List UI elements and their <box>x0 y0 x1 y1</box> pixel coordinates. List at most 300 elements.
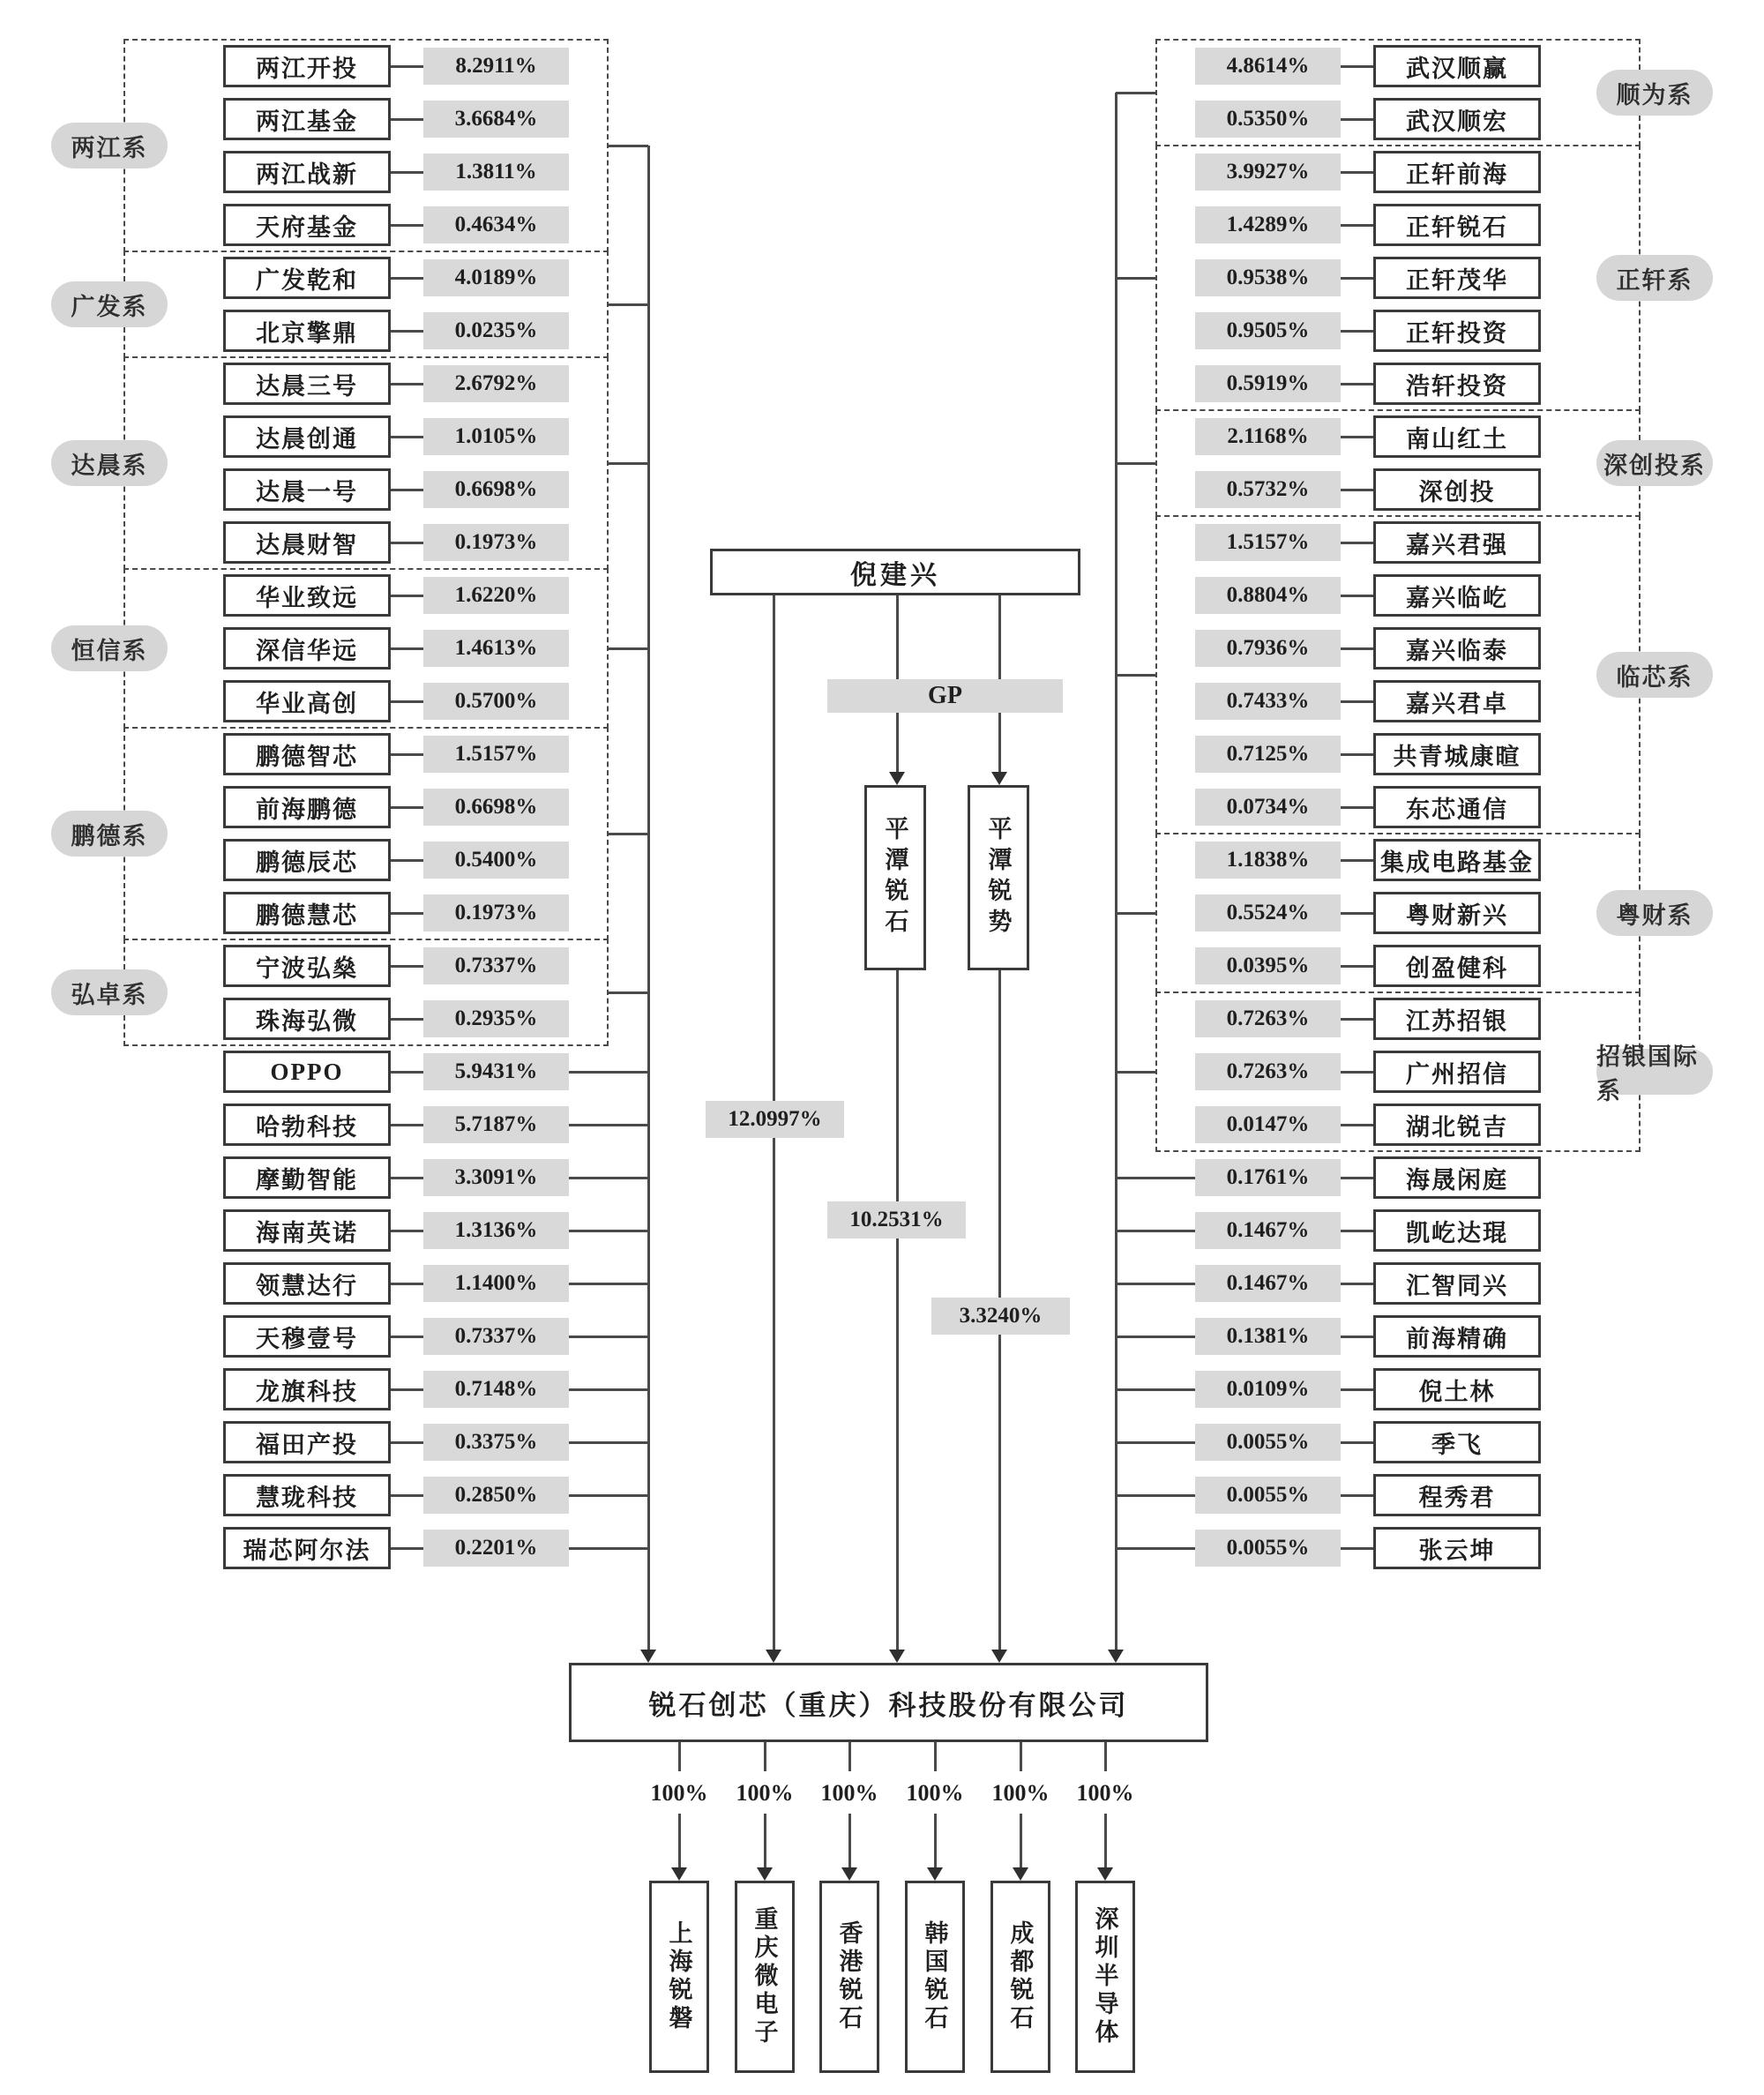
shareholding-pct <box>423 736 569 773</box>
shareholding-pct-text: 3.3091% <box>454 1165 538 1189</box>
shareholding-pct-text: 0.7263% <box>1226 1059 1310 1083</box>
shareholder-box <box>223 1051 391 1093</box>
shareholder-box <box>1373 680 1541 722</box>
shareholder-box-text: 北京擎鼎 <box>256 319 358 347</box>
subsidiary-pct <box>1063 1778 1147 1808</box>
shareholding-pct-text: 0.9505% <box>1226 318 1310 342</box>
pingtan-ruishi-box <box>864 785 926 970</box>
connector-line <box>1116 1388 1195 1391</box>
shareholding-pct <box>423 206 569 243</box>
shareholder-box-text: 嘉兴君强 <box>1406 531 1508 558</box>
connector-line <box>391 1124 423 1126</box>
connector-line <box>1116 1336 1195 1338</box>
connector-line <box>391 1388 423 1391</box>
shareholding-pct <box>423 365 569 402</box>
subsidiary-pct <box>637 1778 721 1808</box>
subsidiary-name: 重庆微电子 <box>751 1906 778 2047</box>
arrowhead-down-icon <box>927 1867 943 1881</box>
shareholding-pct <box>423 259 569 296</box>
pingtan-ruishi2-name: 平潭锐势 <box>984 816 1012 939</box>
shareholding-pct-text: 0.0109% <box>1226 1377 1310 1401</box>
shareholding-pct-text: 0.5400% <box>454 848 538 872</box>
shareholding-pct-text: 0.8804% <box>1226 583 1310 607</box>
connector-line <box>391 912 423 915</box>
connector-line <box>569 1283 648 1285</box>
bus-line <box>896 970 899 1660</box>
shareholder-box <box>1373 415 1541 458</box>
shareholder-box <box>223 363 391 405</box>
connector-line <box>1341 1124 1373 1126</box>
group-pill <box>51 281 168 327</box>
shareholding-pct-text: 1.1400% <box>454 1271 538 1295</box>
shareholding-pct <box>423 524 569 561</box>
shareholding-pct <box>1195 630 1341 667</box>
shareholding-pct <box>423 1212 569 1249</box>
ruishi2-pct <box>931 1298 1070 1335</box>
shareholding-pct-text: 0.5350% <box>1226 107 1310 131</box>
shareholding-pct-text: 0.6698% <box>454 795 538 819</box>
shareholder-box <box>1373 151 1541 193</box>
shareholder-box-text: 鹏德慧芯 <box>256 902 358 929</box>
shareholding-pct-text: 2.1168% <box>1227 424 1309 448</box>
shareholder-box-text: 华业致远 <box>256 584 358 611</box>
subsidiary-pct-text: 100% <box>1076 1780 1134 1806</box>
connector-line <box>391 1336 423 1338</box>
shareholder-box <box>1373 310 1541 352</box>
shareholding-pct <box>423 789 569 826</box>
shareholder-box <box>223 151 391 193</box>
shareholding-pct-text: 1.3136% <box>454 1218 538 1242</box>
shareholding-pct-text: 1.0105% <box>454 424 538 448</box>
shareholder-box-text: 张云坤 <box>1418 1537 1496 1564</box>
group-pill <box>1596 255 1713 301</box>
shareholding-pct <box>423 842 569 879</box>
group-pill-text: 临芯系 <box>1616 663 1693 691</box>
connector-line <box>609 991 648 994</box>
shareholder-box-text: 鹏德辰芯 <box>256 849 358 876</box>
shareholding-pct <box>1195 842 1341 879</box>
bus-line <box>764 1814 766 1872</box>
shareholding-pct <box>1195 1530 1341 1567</box>
connector-line <box>569 1177 648 1179</box>
connector-line <box>1341 277 1373 280</box>
shareholder-box <box>1373 733 1541 775</box>
shareholding-pct-text: 0.5919% <box>1226 371 1310 395</box>
shareholder-box-text: 前海精确 <box>1406 1325 1508 1352</box>
shareholder-box <box>1373 786 1541 828</box>
shareholding-pct-text: 0.2935% <box>454 1006 538 1030</box>
shareholding-pct <box>1195 48 1341 85</box>
bus-line <box>1104 1742 1107 1771</box>
connector-line <box>1341 383 1373 385</box>
connector-line <box>1341 1547 1373 1550</box>
shareholder-box <box>223 1209 391 1252</box>
shareholding-pct-text: 0.2201% <box>454 1536 538 1560</box>
bus-line <box>678 1814 681 1872</box>
shareholding-pct-text: 0.9538% <box>1226 266 1310 289</box>
shareholder-box <box>223 521 391 564</box>
shareholder-box <box>1373 892 1541 934</box>
shareholding-pct <box>423 1053 569 1090</box>
connector-line <box>1341 1177 1373 1179</box>
connector-line <box>1341 1230 1373 1232</box>
arrowhead-down-icon <box>889 772 905 785</box>
shareholder-box <box>223 1104 391 1146</box>
shareholding-pct <box>423 101 569 138</box>
shareholder-box-text: 嘉兴君卓 <box>1406 690 1508 717</box>
shareholder-box-text: 武汉顺赢 <box>1406 55 1508 82</box>
bus-line <box>934 1742 937 1771</box>
shareholder-box <box>1373 574 1541 617</box>
shareholding-pct <box>423 947 569 984</box>
shareholder-box <box>1373 1368 1541 1410</box>
connector-line <box>391 171 423 174</box>
connector-line <box>1341 1494 1373 1497</box>
shareholder-box-text: 哈勃科技 <box>256 1113 358 1141</box>
shareholder-box <box>1373 998 1541 1040</box>
connector-line <box>1341 1283 1373 1285</box>
shareholding-pct <box>1195 577 1341 614</box>
connector-line <box>569 1388 648 1391</box>
connector-line <box>1341 912 1373 915</box>
shareholder-box <box>1373 627 1541 670</box>
shareholder-box <box>1373 1262 1541 1305</box>
connector-line <box>1341 595 1373 597</box>
shareholding-pct-text: 3.6684% <box>454 107 538 131</box>
shareholder-box-text: 正轩锐石 <box>1406 213 1508 241</box>
connector-line <box>391 859 423 862</box>
shareholding-pct <box>423 1106 569 1143</box>
shareholder-box-text: 慧珑科技 <box>256 1484 358 1511</box>
connector-line <box>1116 92 1155 94</box>
shareholder-box-text: 天府基金 <box>256 213 358 241</box>
shareholding-pct <box>423 1371 569 1408</box>
shareholding-pct <box>423 1265 569 1302</box>
shareholding-pct-text: 0.1381% <box>1226 1324 1310 1348</box>
shareholder-box-text: 珠海弘微 <box>256 1007 358 1035</box>
shareholding-pct-text: 0.0235% <box>454 318 538 342</box>
shareholding-pct-text: 0.2850% <box>454 1483 538 1507</box>
group-pill <box>51 811 168 857</box>
shareholding-pct <box>1195 259 1341 296</box>
shareholder-box-text: 达晨创通 <box>256 425 358 453</box>
shareholding-pct-text: 0.3375% <box>454 1430 538 1454</box>
shareholding-pct-text: 0.5732% <box>1226 477 1310 501</box>
arrowhead-down-icon <box>889 1650 905 1663</box>
shareholding-pct <box>1195 947 1341 984</box>
shareholder-box-text: 达晨一号 <box>256 478 358 505</box>
shareholding-pct-text: 1.6220% <box>454 583 538 607</box>
connector-line <box>391 118 423 121</box>
connector-line <box>1341 859 1373 862</box>
subsidiary-pct-text: 100% <box>650 1780 708 1806</box>
bus-line <box>764 1742 766 1771</box>
arrowhead-down-icon <box>757 1867 773 1881</box>
connector-line <box>1116 912 1155 915</box>
shareholder-box-text: 两江开投 <box>256 55 358 82</box>
connector-line <box>569 1336 648 1338</box>
connector-line <box>1341 1441 1373 1444</box>
shareholding-pct-text: 5.9431% <box>454 1059 538 1083</box>
connector-line <box>391 542 423 544</box>
group-pill <box>1596 70 1713 116</box>
group-pill-text: 深创投系 <box>1603 452 1706 479</box>
group-pill-text: 粤财系 <box>1616 902 1693 929</box>
subsidiary-pct-text: 100% <box>906 1780 964 1806</box>
shareholder-box <box>223 892 391 934</box>
connector-line <box>391 224 423 227</box>
arrowhead-down-icon <box>766 1650 781 1663</box>
connector-line <box>1341 224 1373 227</box>
founder-direct-pct <box>706 1101 844 1138</box>
shareholder-box <box>1373 945 1541 987</box>
shareholding-pct-text: 4.0189% <box>454 266 538 289</box>
connector-line <box>391 753 423 756</box>
connector-line <box>391 330 423 333</box>
shareholder-box <box>1373 363 1541 405</box>
subsidiary-pct-text: 100% <box>991 1780 1050 1806</box>
subsidiary-box <box>990 1881 1050 2073</box>
shareholding-pct-text: 1.3811% <box>455 160 537 183</box>
subsidiary-pct <box>807 1778 892 1808</box>
shareholding-pct <box>423 894 569 932</box>
shareholder-box-text: 达晨三号 <box>256 372 358 400</box>
subsidiary-name: 成都锐石 <box>1006 1920 1034 2033</box>
shareholder-box-text: 领慧达行 <box>256 1272 358 1299</box>
shareholder-box-text: 嘉兴临泰 <box>1406 637 1508 664</box>
shareholder-box-text: 江苏招银 <box>1406 1007 1508 1035</box>
connector-line <box>1341 647 1373 650</box>
connector-line <box>391 277 423 280</box>
shareholder-box-text: 东芯通信 <box>1406 796 1508 823</box>
shareholding-pct-text: 0.6698% <box>454 477 538 501</box>
shareholder-box <box>1373 468 1541 511</box>
group-pill <box>1596 440 1713 486</box>
connector-line <box>569 1494 648 1497</box>
shareholding-pct-text: 0.7433% <box>1226 689 1310 713</box>
connector-line <box>391 806 423 809</box>
group-pill <box>1596 890 1713 936</box>
shareholder-box-text: 共青城康暄 <box>1393 743 1521 770</box>
subsidiary-name: 上海锐磐 <box>665 1920 692 2033</box>
shareholder-box <box>1373 98 1541 140</box>
shareholding-pct <box>423 1318 569 1355</box>
bus-line <box>1104 1814 1107 1872</box>
shareholder-box <box>1373 1315 1541 1358</box>
shareholding-pct <box>423 1000 569 1037</box>
shareholding-pct <box>1195 1424 1341 1461</box>
shareholding-pct <box>423 1159 569 1196</box>
connector-line <box>569 1071 648 1074</box>
group-pill <box>51 440 168 486</box>
gp-label: GP <box>928 682 962 709</box>
connector-line <box>1341 1388 1373 1391</box>
shareholding-pct <box>423 1530 569 1567</box>
gp-band <box>827 679 1063 713</box>
shareholding-pct <box>1195 1000 1341 1037</box>
shareholder-box <box>223 1421 391 1463</box>
arrowhead-down-icon <box>991 772 1007 785</box>
shareholder-box-text: 鹏德智芯 <box>256 743 358 770</box>
shareholding-pct-text: 1.5157% <box>454 742 538 766</box>
group-pill-text: 达晨系 <box>71 452 148 479</box>
shareholder-box-text: 深信华远 <box>256 637 358 664</box>
shareholder-box-text: 前海鹏德 <box>256 796 358 823</box>
shareholder-box <box>1373 521 1541 564</box>
connector-line <box>391 700 423 703</box>
connector-line <box>1116 1547 1195 1550</box>
shareholder-box-text: 海晟闲庭 <box>1406 1166 1508 1193</box>
shareholding-pct-text: 0.1467% <box>1226 1218 1310 1242</box>
bus-line <box>1020 1814 1022 1872</box>
connector-line <box>1341 700 1373 703</box>
shareholding-pct-text: 2.6792% <box>454 371 538 395</box>
shareholding-pct <box>1195 471 1341 508</box>
connector-line <box>391 1547 423 1550</box>
shareholding-pct-text: 0.0147% <box>1226 1112 1310 1136</box>
shareholder-box <box>223 415 391 458</box>
shareholding-pct-text: 0.5524% <box>1226 901 1310 924</box>
subsidiary-box <box>905 1881 965 2073</box>
shareholder-box <box>1373 1421 1541 1463</box>
shareholder-box <box>223 786 391 828</box>
shareholding-pct <box>423 1424 569 1461</box>
shareholding-pct-text: 0.7337% <box>454 1324 538 1348</box>
shareholder-box-text: 浩轩投资 <box>1406 372 1508 400</box>
shareholding-pct <box>423 471 569 508</box>
group-pill <box>51 969 168 1015</box>
connector-line <box>1341 65 1373 68</box>
connector-line <box>1116 462 1155 465</box>
connector-line <box>1116 1283 1195 1285</box>
shareholder-box-text: 海南英诺 <box>256 1219 358 1246</box>
shareholding-pct-text: 0.0055% <box>1226 1536 1310 1560</box>
connector-line <box>391 65 423 68</box>
shareholding-pct <box>1195 418 1341 455</box>
shareholder-box <box>223 1527 391 1569</box>
bus-line <box>647 146 650 1660</box>
connector-line <box>391 1071 423 1074</box>
subsidiary-box <box>735 1881 795 2073</box>
shareholder-box <box>1373 839 1541 881</box>
shareholder-box-text: 正轩投资 <box>1406 319 1508 347</box>
shareholding-pct <box>1195 524 1341 561</box>
shareholder-box-text: 深创投 <box>1418 478 1496 505</box>
shareholder-box-text: 创盈健科 <box>1406 954 1508 982</box>
connector-line <box>1341 330 1373 333</box>
subsidiary-pct <box>978 1778 1063 1808</box>
arrowhead-down-icon <box>1013 1867 1028 1881</box>
bus-line <box>1115 93 1117 1660</box>
shareholder-box-text: 华业高创 <box>256 690 358 717</box>
shareholder-box-text: 汇智同兴 <box>1406 1272 1508 1299</box>
shareholding-pct-text: 1.1838% <box>1226 848 1310 872</box>
shareholding-pct <box>1195 736 1341 773</box>
connector-line <box>391 436 423 438</box>
shareholder-box <box>223 98 391 140</box>
group-pill <box>1596 1044 1713 1104</box>
shareholding-pct-text: 0.4634% <box>454 213 538 236</box>
shareholding-pct-text: 1.5157% <box>1226 530 1310 554</box>
shareholding-pct-text: 0.0055% <box>1226 1430 1310 1454</box>
shareholder-box-text: 广州招信 <box>1406 1060 1508 1088</box>
shareholder-box-text: 武汉顺宏 <box>1406 108 1508 135</box>
shareholding-pct <box>1195 1477 1341 1514</box>
connector-line <box>391 1230 423 1232</box>
connector-line <box>569 1547 648 1550</box>
shareholder-box-text: 凯屹达琨 <box>1406 1219 1508 1246</box>
shareholder-box-text: 广发乾和 <box>256 266 358 294</box>
connector-line <box>391 489 423 491</box>
connector-line <box>391 1018 423 1021</box>
connector-line <box>1341 965 1373 968</box>
shareholder-box <box>1373 1527 1541 1569</box>
shareholder-box-text: 天穆壹号 <box>256 1325 358 1352</box>
subsidiary-box <box>649 1881 709 2073</box>
connector-line <box>1116 1230 1195 1232</box>
shareholder-box <box>223 1156 391 1199</box>
shareholder-box <box>223 45 391 87</box>
group-pill-text: 弘卓系 <box>71 981 148 1008</box>
bus-line <box>848 1742 851 1771</box>
shareholder-box <box>1373 1051 1541 1093</box>
subsidiary-pct-text: 100% <box>820 1780 878 1806</box>
shareholder-box <box>223 627 391 670</box>
shareholder-box <box>223 680 391 722</box>
connector-line <box>1116 1494 1195 1497</box>
shareholder-box <box>223 945 391 987</box>
shareholder-box-text: 宁波弘燊 <box>256 954 358 982</box>
shareholding-pct-text: 5.7187% <box>454 1112 538 1136</box>
connector-line <box>609 303 648 306</box>
subsidiary-pct-text: 100% <box>736 1780 794 1806</box>
shareholder-box-text: 龙旗科技 <box>256 1378 358 1405</box>
shareholding-pct <box>423 630 569 667</box>
shareholding-pct <box>423 48 569 85</box>
connector-line <box>1341 1071 1373 1074</box>
shareholder-box <box>223 310 391 352</box>
connector-line <box>609 145 648 147</box>
subsidiary-name: 深圳半导体 <box>1091 1906 1118 2047</box>
shareholding-pct <box>423 683 569 720</box>
shareholding-pct-text: 0.7263% <box>1226 1006 1310 1030</box>
shareholding-pct <box>1195 365 1341 402</box>
company-box <box>569 1663 1208 1742</box>
connector-line <box>1341 436 1373 438</box>
ruishi2-pct-text: 3.3240% <box>959 1304 1043 1328</box>
shareholding-pct <box>1195 312 1341 349</box>
group-pill <box>51 123 168 168</box>
shareholder-box <box>1373 1104 1541 1146</box>
connector-line <box>1341 1018 1373 1021</box>
shareholding-pct <box>1195 1212 1341 1249</box>
shareholder-box <box>223 204 391 246</box>
shareholder-box-text: 南山红土 <box>1406 425 1508 453</box>
shareholding-pct-text: 1.4613% <box>454 636 538 660</box>
shareholding-pct-text: 0.7148% <box>454 1377 538 1401</box>
shareholding-pct <box>1195 894 1341 932</box>
shareholder-box <box>223 468 391 511</box>
shareholding-pct-text: 0.0395% <box>1226 954 1310 977</box>
shareholding-pct <box>1195 683 1341 720</box>
connector-line <box>1116 1071 1155 1074</box>
shareholding-pct-text: 0.7936% <box>1226 636 1310 660</box>
connector-line <box>391 1177 423 1179</box>
arrowhead-down-icon <box>841 1867 857 1881</box>
connector-line <box>1116 1177 1195 1179</box>
shareholder-box <box>1373 257 1541 299</box>
group-pill-text: 广发系 <box>71 293 148 320</box>
